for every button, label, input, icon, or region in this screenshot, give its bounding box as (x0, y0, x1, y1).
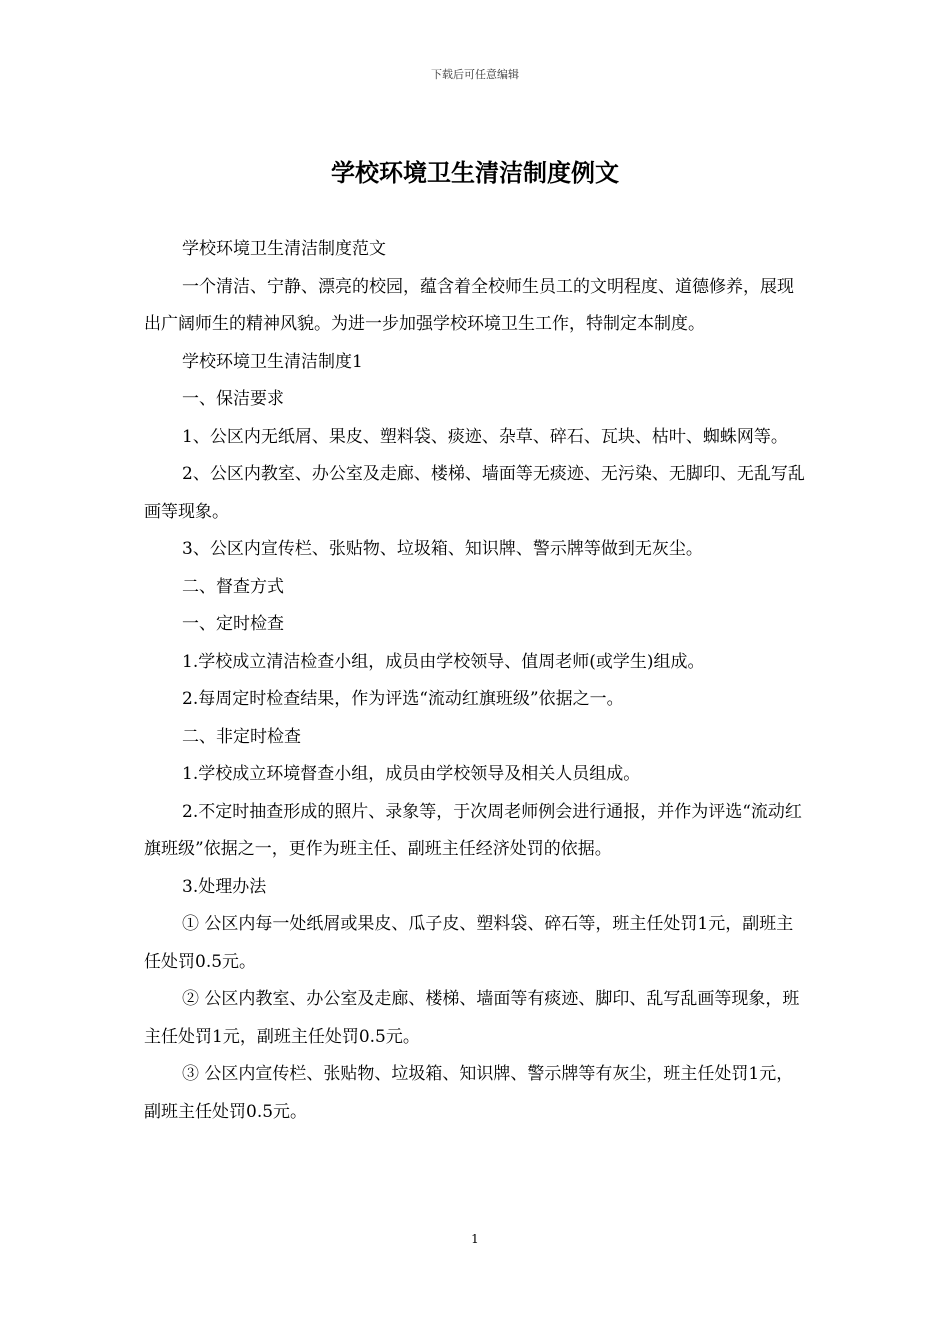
page-number: 1 (471, 1232, 479, 1246)
paragraph: 学校环境卫生清洁制度1 (182, 351, 363, 372)
document-title: 学校环境卫生清洁制度例文 (331, 158, 619, 187)
paragraph: 3.处理办法 (182, 876, 267, 897)
paragraph: ② 公区内教室、办公室及走廊、楼梯、墙面等有痰迹、脚印、乱写乱画等现象，班主任处罚1元，副班主任处罚0.5元。 (144, 989, 800, 1047)
page-header: 下载后可任意编辑 (431, 68, 519, 81)
paragraph: 学校环境卫生清洁制度范文 (182, 239, 386, 259)
paragraph: 2.每周定时检查结果，作为评选“流动红旗班级”依据之一。 (182, 689, 624, 709)
paragraph: 1、公区内无纸屑、果皮、塑料袋、痰迹、杂草、碎石、瓦块、枯叶、蜘蛛网等。 (182, 426, 788, 447)
paragraph: 1.学校成立清洁检查小组，成员由学校领导、值周老师(或学生)组成。 (182, 651, 705, 672)
paragraph: 一、保洁要求 (182, 389, 284, 409)
paragraph: 二、督查方式 (182, 576, 284, 597)
paragraph: ③ 公区内宣传栏、张贴物、垃圾箱、知识牌、警示牌等有灰尘，班主任处罚1元，副班主任处罚0.5元。 (144, 1064, 794, 1122)
paragraph: 1.学校成立环境督查小组，成员由学校领导及相关人员组成。 (182, 764, 641, 784)
paragraph: 3、公区内宣传栏、张贴物、垃圾箱、知识牌、警示牌等做到无灰尘。 (182, 539, 703, 559)
document-body (144, 231, 810, 1131)
paragraph: 2、公区内教室、办公室及走廊、楼梯、墙面等无痰迹、无污染、无脚印、无乱写乱画等现象。 (144, 464, 805, 522)
paragraph: 一、定时检查 (182, 614, 284, 634)
paragraph: ① 公区内每一处纸屑或果皮、瓜子皮、塑料袋、碎石等，班主任处罚1元，副班主任处罚0.5元。 (144, 914, 794, 972)
paragraph: 二、非定时检查 (182, 726, 301, 747)
paragraph: 一个清洁、宁静、漂亮的校园，蕴含着全校师生员工的文明程度、道德修养，展现出广阔师生的精神风貌。为进一步加强学校环境卫生工作，特制定本制度。 (144, 276, 794, 334)
paragraph: 2.不定时抽查形成的照片、录象等，于次周老师例会进行通报，并作为评选“流动红旗班级”依据之一，更作为班主任、副班主任经济处罚的依据。 (144, 801, 802, 859)
